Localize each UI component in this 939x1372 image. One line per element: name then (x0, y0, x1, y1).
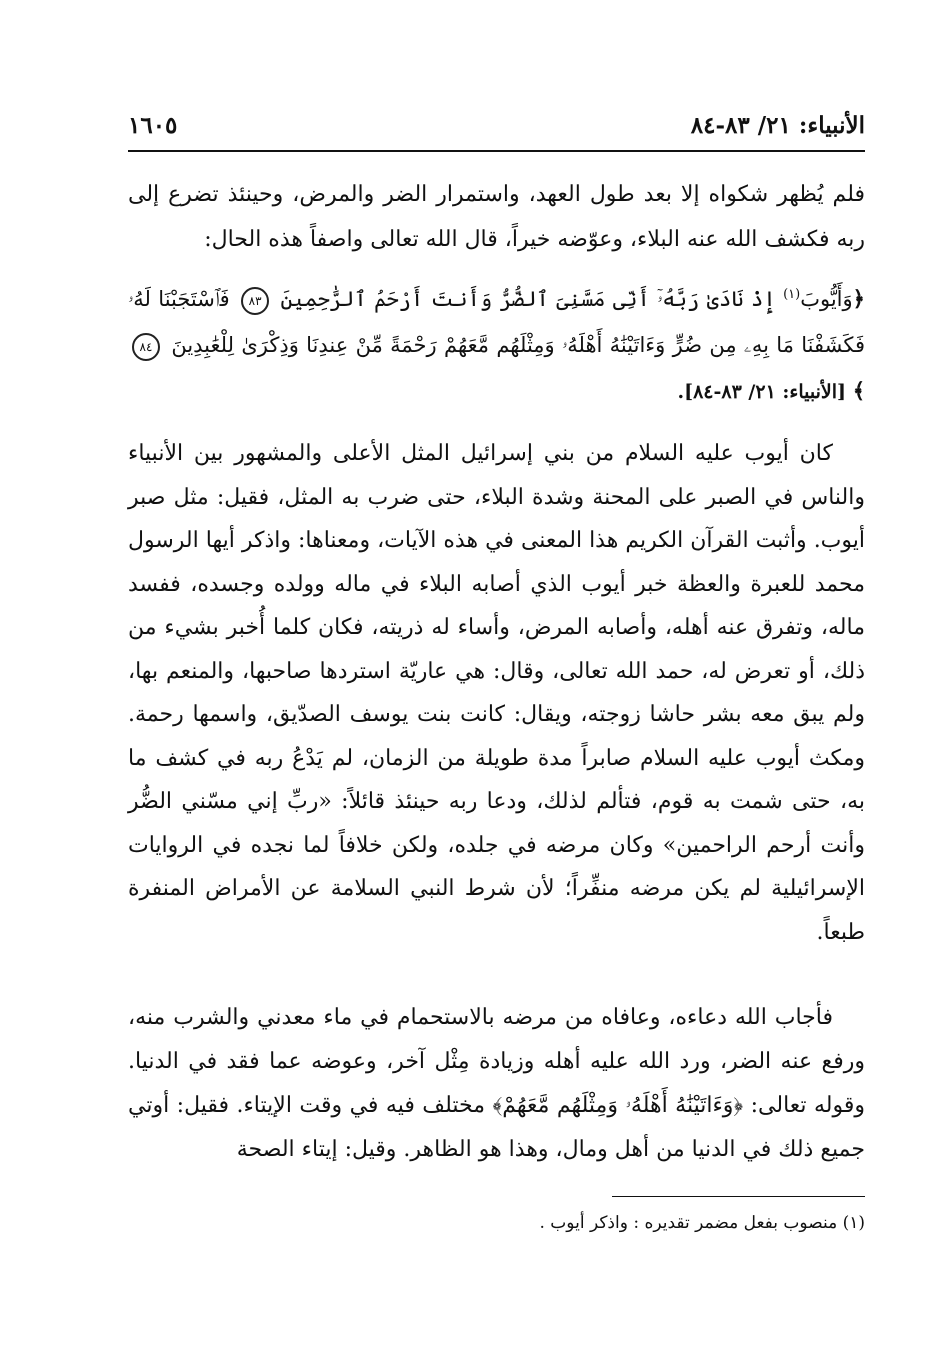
footnote-divider (612, 1196, 865, 1197)
page-number: ١٦٠٥ (128, 112, 178, 139)
page-header (128, 108, 865, 148)
verse-84-text: فَٱسْتَجَبْنَا لَهُۥ فَكَشَفْنَا مَا بِهِۦ مِن ضُرٍّ وَءَاتَيْنَٰهُ أَهْلَهُۥ وَمِثْلَهُم مَّعَهُمْ رَحْمَةً مِّنْ عِندِنَا وَذِكْرَىٰ لِلْعَٰبِدِينَ (128, 287, 865, 357)
quran-verse-block (128, 272, 865, 415)
intro-paragraph: فلم يُظهر شكواه إلا بعد طول العهد، واستمرار الضر والمرض، وحينئذ تضرع إلى ربه فكشف الله عنه البلاء، وعوّضه خيراً، قال الله تعالى واصفاً هذه الحال: (128, 182, 865, 252)
footnote-reference: (١) (783, 287, 801, 302)
verse-close-bracket: ﴾ (852, 378, 865, 403)
verse-83-text: إِذْ نَادَىٰ رَبَّهُۥٓ أَنِّى مَسَّنِىَ ٱلضُّرُّ وَأَنتَ أَرْحَمُ ٱلرَّٰحِمِينَ (280, 287, 776, 311)
ayah-number-83: ٨٣ (241, 287, 269, 315)
header-divider (128, 150, 865, 152)
running-title: الأنبياء: ٢١/ ٨٣-٨٤ (690, 112, 865, 139)
verse-open-bracket: ﴿ (852, 286, 865, 311)
ayah-number-84: ٨٤ (132, 333, 160, 361)
main-paragraph: كان أيوب عليه السلام من بني إسرائيل المثل الأعلى والمشهور بين الأنبياء والناس في الصبر على المحنة وشدة البلاء، حتى ضرب به المثل، فقيل: مثل صبر أيوب. وأثبت القرآن الكريم هذا المعنى في هذه الآيات، ومعناها: واذكر أيها الرسول محمد للعبرة والعظة خبر أيوب الذي أصابه البلاء في ماله وولده وجسده، ففسد ماله، وتفرق عنه أهله، وأصابه المرض، وأساء له ذريته، فكان كلما أُخبر بشيء من ذلك، أو تعرض له، حمد الله تعالى، وقال: هي عاريّة استردها صاحبها، والمنعم بها، ولم يبق معه بشر حاشا زوجته، ويقال: كانت بنت يوسف الصدّيق، واسمها رحمة. ومكث أيوب عليه السلام صابراً مدة طويلة من الزمان، لم يَدْعُ ربه في كشف ما به، حتى شمت به قوم، فتألم لذلك، ودعا ربه حينئذ قائلاً: «ربِّ إني مسّني الضُّر وأنت أرحم الراحمين» وكان مرضه في جلده، ولكن خلافاً لما نجده في الروايات الإسرائيلية لم يكن مرضه منفِّراً؛ لأن شرط النبي السلامة عن الأمراض المنفرة طبعاً. (128, 441, 865, 945)
verse-first-word: وَأَيُّوبَ (800, 287, 853, 311)
footnote: (١) منصوب بفعل مضمر تقديره : واذكر أيوب . (539, 1213, 865, 1233)
third-paragraph: فأجاب الله دعاءه، وعافاه من مرضه بالاستحمام في ماء معدني والشرب منه، ورفع عنه الضر، ورد الله عليه أهله وزيادة مِثْل آخر، وعوضه عما فقد في الدنيا. وقوله تعالى: ﴿وَءَاتَيْنَٰهُ أَهْلَهُۥ وَمِثْلَهُم مَّعَهُمْ﴾ مختلف فيه في وقت الإيتاء. فقيل: أوتي جميع ذلك في الدنيا من أهل ومال، وهذا هو الظاهر. وقيل: إيتاء الصحة (128, 1005, 865, 1162)
verse-reference: [الأنبياء: ٢١/ ٨٣-٨٤]. (677, 381, 846, 403)
